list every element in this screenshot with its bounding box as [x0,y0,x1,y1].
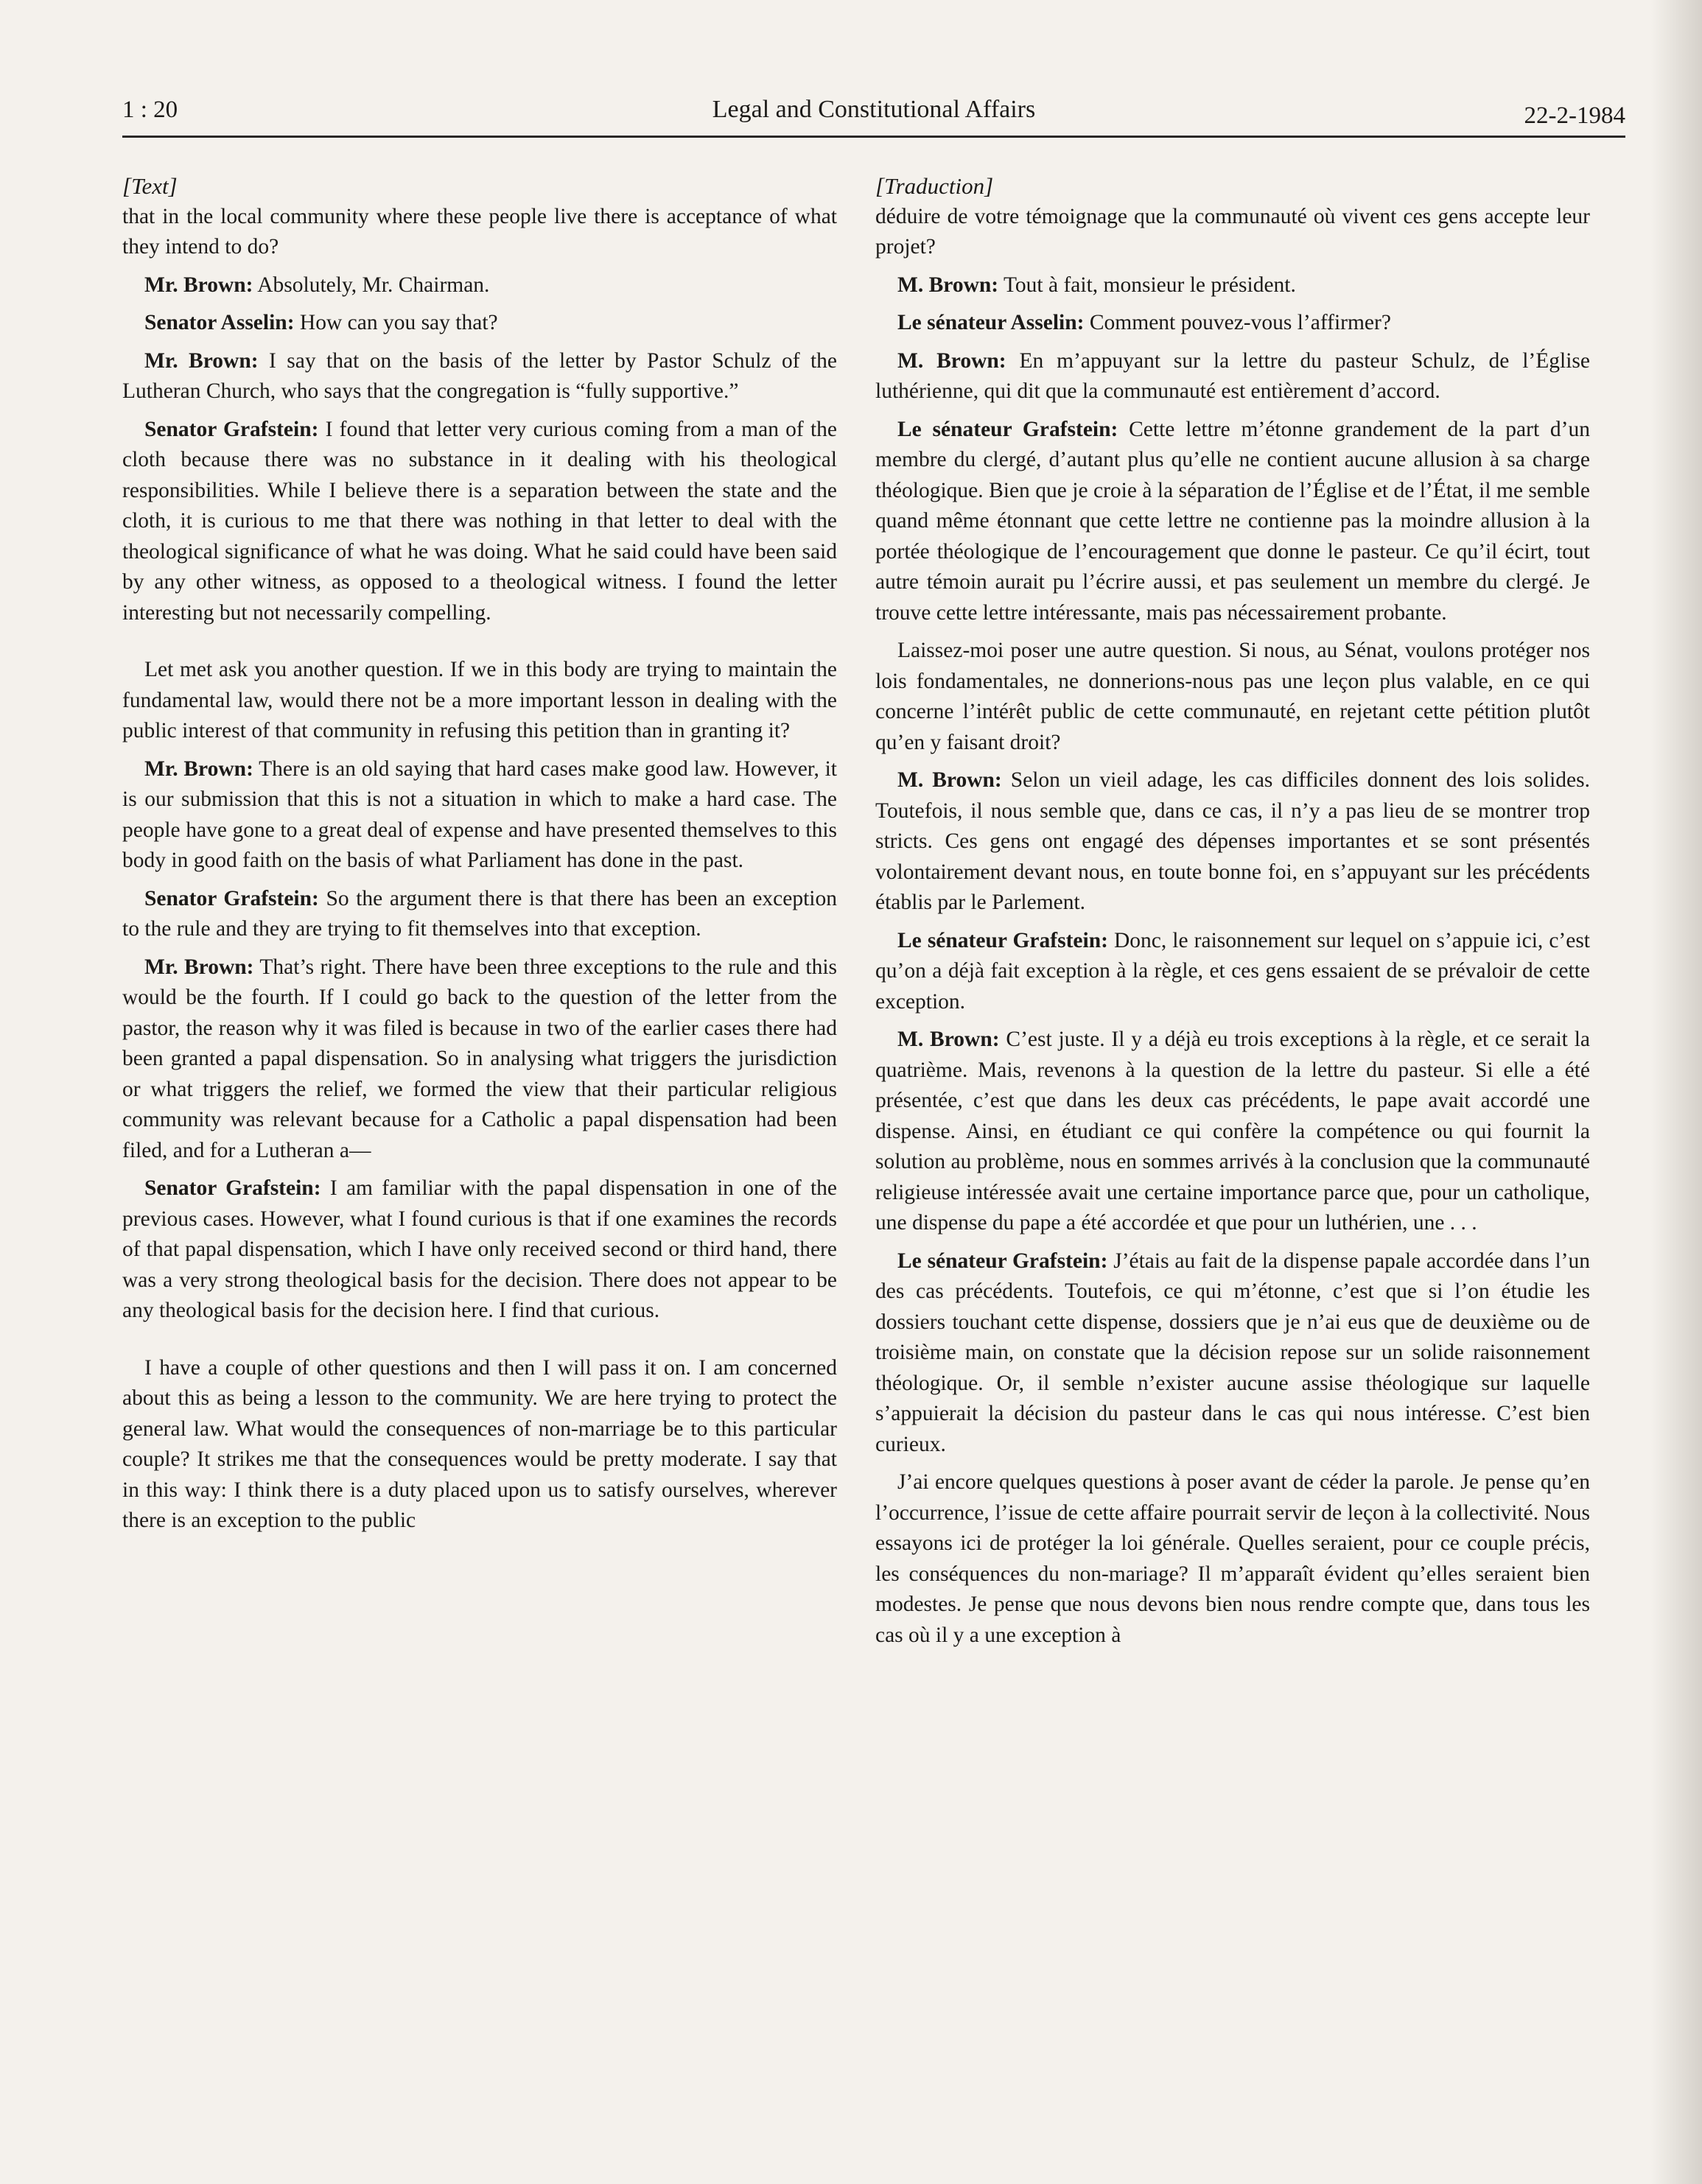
page-edge-shadow [1650,0,1702,2184]
paragraph-text: Absolutely, Mr. Chairman. [253,273,490,297]
paragraph [122,952,837,1167]
paragraph [122,1353,837,1537]
speaker-name: Mr. Brown: [144,756,253,781]
paragraph-text: Cette lettre m’étonne grandement de la part d’un membre du clergé, d’autant plus qu’elle ne contient aucune allusion à sa charge théologique. Bien que je croie à la séparation de l’Église et de l’État, il me semble quand même étonnant que cette lettre ne contienne pas la moindre allusion à la portée théologique de l’encouragement que donne le pasteur. Ce qu’il écirt, tout autre témoin aurait pu l’écrire aussi, et pas seulement un membre du clergé. Je trouve cette lettre intéressante, mais pas nécessairement probante. [875,417,1590,625]
speaker-name: M. Brown: [897,768,1002,792]
paragraph-text: How can you say that? [294,311,498,334]
speaker-name: Le sénateur Grafstein: [897,417,1118,441]
paragraph [122,346,837,407]
english-column [122,171,837,1544]
paragraph-text: that in the local community where these people live there is acceptance of what they intend to do? [122,204,837,259]
paragraph-text: Tout à fait, monsieur le président. [998,273,1296,297]
french-column [875,171,1590,1658]
paragraph-text: Donc, le raisonnement sur lequel on s’appuie ici, c’est qu’on a déjà fait exception à la règle, et ces gens essaient de se prévaloir de cette exception. [875,928,1590,1014]
paragraph-text: J’étais au fait de la dispense papale accordée dans l’un des cas précédents. Toutefois, ce qui m’étonne, c’est que si l’on étudie les dossiers touchant cette dispense, dossiers que je n’ai eus que de deuxième ou de troisième main, on constate que la décision repose sur un solide raisonnement théologique. Or, il semble n’exister aucune assise théologique sur laquelle s’appuierait la décision du pasteur dans le cas qui nous intéresse. C’est bien curieux. [875,1249,1590,1456]
speaker-name: Senator Grafstein: [144,417,319,441]
speaker-name: Senator Asselin: [144,311,295,334]
paragraph [122,415,837,629]
paragraph-text: So the argument there is that there has been an exception to the rule and they are trying to fit themselves into that exception. [122,886,837,941]
speaker-name: Le sénateur Grafstein: [897,1249,1108,1273]
paragraph [875,1467,1590,1651]
paragraph-text: Let met ask you another question. If we in this body are trying to maintain the fundamental law, would there not be a more important lesson in dealing with the public interest of that community in refusing this petition than in granting it? [122,658,837,742]
column-label: [Text] [122,173,178,199]
paragraph-text: I say that on the basis of the letter by Pastor Schulz of the Lutheran Church, who says that the congregation is “fully supportive.” [122,348,838,403]
paragraph [122,655,837,747]
speaker-name: M. Brown: [897,1028,1000,1051]
paragraph-text: En m’appuyant sur la lettre du pasteur Schulz, de l’Église luthérienne, qui dit que la communauté est entièrement d’accord. [875,348,1590,403]
paragraph-text: I found that letter very curious coming from a man of the cloth because there was no substance in it dealing with his theological responsibilities. While I believe there is a separation between the state and the cloth, it is curious to me that there was nothing in that letter to deal with the theological significance of what he was doing. What he said could have been said by any other witness, as opposed to a theological witness. I found the letter interesting but not necessarily compelling. [122,417,837,625]
paragraph [875,765,1590,919]
speaker-name: Le sénateur Asselin: [897,311,1085,334]
paragraph-text: J’ai encore quelques questions à poser avant de céder la parole. Je pense qu’en l’occurrence, l’issue de cette affaire pourrait servir de leçon à la collectivité. Nous essayons ici de protéger la loi générale. Quelles seraient, pour ce couple précis, les conséquences du non-mariage? Il m’apparaît évident qu’elles seraient bien modestes. Je pense que nous devons bien nous rendre compte que, dans tous les cas où il y a une exception à [875,1470,1590,1647]
paragraph [875,415,1590,629]
speaker-name: Mr. Brown: [144,348,259,373]
column-label: [Traduction] [875,173,994,199]
speaker-name: M. Brown: [897,348,1006,373]
speaker-name: M. Brown: [897,273,999,297]
speaker-name: Mr. Brown: [144,955,254,979]
paragraph [875,1246,1590,1461]
paragraph-text: That’s right. There have been three exceptions to the rule and this would be the fourth. If I could go back to the question of the letter from the pastor, the reason why it was filed is because in two of the earlier cases there had been granted a papal dispensation. So in analysing what triggers the jurisdiction or what triggers the relief, we formed the view that their particular religious community was relevant because for a Catholic a papal dispensation had been filed, and for a Lutheran a— [122,955,838,1162]
header-date: 22-2-1984 [1524,102,1625,129]
paragraph-text: Selon un vieil adage, les cas difficiles donnent des lois solides. Toutefois, il nous semble que, dans ce cas, il n’y a pas lieu de se montrer trop stricts. Ces gens ont engagé des dépenses importantes et se sont présentés volontairement devant nous, en toute bonne foi, en s’appuyant sur les précédents établis par le Parlement. [875,768,1590,914]
paragraph [875,270,1590,301]
paragraph-text: déduire de votre témoignage que la communauté où vivent ces gens accepte leur projet? [875,204,1590,259]
paragraph-text: I have a couple of other questions and then I will pass it on. I am concerned about this as being a lesson to the community. We are here trying to protect the general law. What would the consequences of non-marriage be to this particular couple? It strikes me that the consequences would be pretty moderate. I say that in this way: I think there is a duty placed upon us to satisfy ourselves, wherever there is an exception to the public [122,1355,837,1532]
paragraph-text: Laissez-moi poser une autre question. Si nous, au Sénat, voulons protéger nos lois fondamentales, ne donnerions-nous pas une leçon plus valable, en ce qui concerne l’intérêt public de cette communauté, en rejetant cette pétition plutôt qu’en y faisant droit? [875,639,1590,754]
speaker-name: Le sénateur Grafstein: [897,928,1108,952]
paragraph [875,636,1590,758]
paragraph-text: I am familiar with the papal dispensation in one of the previous cases. However, what I found curious is that if one examines the records of that papal dispensation, which I have only received second or third hand, there was a very strong theological basis for the decision. There does not appear to be any theological basis for the decision here. I find that curious. [122,1176,837,1322]
paragraph [875,926,1590,1018]
paragraph [875,346,1590,407]
paragraph [122,202,837,263]
paragraph [122,754,837,877]
running-title: Legal and Constitutional Affairs [712,96,1036,123]
speaker-name: Senator Grafstein: [144,886,319,910]
page-number: 1 : 20 [122,96,178,123]
paragraph [122,884,837,945]
paragraph [875,1025,1590,1239]
paragraph [122,270,837,301]
paragraph [122,308,837,339]
speaker-name: Mr. Brown: [144,273,253,297]
paragraph-text: Comment pouvez-vous l’affirmer? [1084,311,1391,334]
paragraph-text: There is an old saying that hard cases make good law. However, it is our submission that this is not a situation in which to make a hard case. The people have gone to a great deal of expense and have presented themselves to this body in good faith on the basis of what Parliament has done in the past. [122,756,837,872]
paragraph [122,1173,837,1327]
paragraph-text: C’est juste. Il y a déjà eu trois exceptions à la règle, et ce serait la quatrième. Mais, revenons à la question de la lettre du pasteur. Si elle a été présentée, c’est que dans les deux cas précédents, le pape avait accordé une dispense. Ainsi, en étudiant ce qui confère la compétence ou qui fournit la solution au problème, nous en sommes arrivés à la conclusion que la communauté religieuse intéressée avait une certaine importance parce que, pour un catholique, une dispense du pape a été accordée et que pour un luthérien, une . . . [875,1028,1590,1235]
paragraph [875,308,1590,339]
page-header [122,90,1625,138]
paragraph [875,202,1590,263]
speaker-name: Senator Grafstein: [144,1176,321,1200]
